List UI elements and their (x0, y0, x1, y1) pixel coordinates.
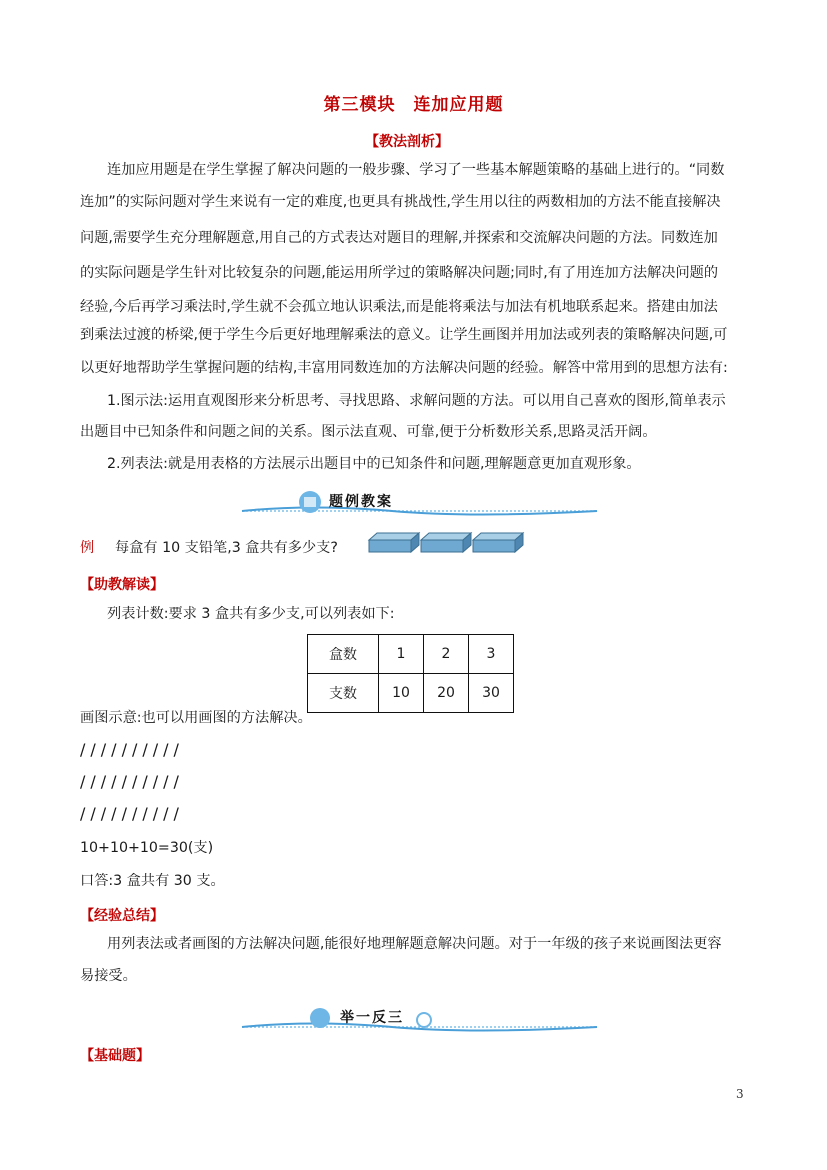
drawing-intro: 画图示意:也可以用画图的方法解决。 (80, 710, 312, 726)
table-cell: 20 (424, 674, 469, 713)
table-cell: 盒数 (308, 635, 379, 674)
slash-row: ////////// (80, 772, 184, 791)
table-cell: 1 (379, 635, 424, 674)
example-banner-label: 题例教案 (329, 494, 393, 510)
practice-banner-label: 举一反三 (340, 1010, 404, 1026)
answer: 口答:3 盒共有 30 支。 (80, 873, 225, 889)
summary-line: 易接受。 (80, 968, 137, 984)
intro-line: 经验,今后再学习乘法时,学生就不会孤立地认识乘法,而是能将乘法与加法有机地联系起来。搭建由加法 (80, 299, 718, 315)
summary-line: 用列表法或者画图的方法解决问题,能很好地理解题意解决问题。对于一年级的孩子来说画图法更容 (107, 936, 722, 952)
example-label: 例 (80, 540, 95, 556)
table-cell: 支数 (308, 674, 379, 713)
practice-banner (232, 1000, 612, 1040)
banner-decoration (232, 1000, 612, 1040)
method-graphic-line: 1.图示法:运用直观图形来分析思考、寻找思路、求解问题的方法。可以用自己喜欢的图形,简单表示 (107, 393, 726, 409)
pencil-box-icon (367, 530, 527, 554)
table-cell: 3 (469, 635, 514, 674)
swirl-icon (417, 1013, 431, 1027)
section-summary-heading: 【经验总结】 (80, 908, 164, 924)
example-question: 每盒有 10 支铅笔,3 盒共有多少支? (115, 540, 338, 556)
intro-line: 到乘法过渡的桥梁,便于学生今后更好地理解乘法的意义。让学生画图并用加法或列表的策略解决问题,可 (80, 327, 728, 343)
table-cell: 30 (469, 674, 514, 713)
slash-row: ////////// (80, 804, 184, 823)
section-assist-heading: 【助教解读】 (80, 577, 164, 593)
intro-line: 问题,需要学生充分理解题意,用自己的方式表达对题目的理解,并探索和交流解决问题的方法。同数连加 (80, 230, 718, 246)
page-number: 3 (736, 1087, 744, 1101)
section-basic-heading: 【基础题】 (80, 1048, 150, 1064)
method-graphic-line: 出题目中已知条件和问题之间的关系。图示法直观、可靠,便于分析数形关系,思路灵活开阔。 (80, 424, 657, 440)
intro-line: 连加应用题是在学生掌握了解决问题的一般步骤、学习了一些基本解题策略的基础上进行的。“同数 (107, 162, 725, 178)
page-title: 第三模块 连加应用题 (323, 95, 504, 115)
table-intro: 列表计数:要求 3 盒共有多少支,可以列表如下: (107, 606, 395, 622)
section-method-heading: 【教法剖析】 (365, 134, 449, 150)
example-banner (232, 484, 612, 524)
pencil-boxes-illustration (367, 530, 527, 554)
figure-icon (310, 1008, 330, 1028)
intro-line: 的实际问题是学生针对比较复杂的问题,能运用所学过的策略解决问题;同时,有了用连加方法解决问题的 (80, 265, 719, 281)
table-row (308, 635, 514, 674)
intro-line: 连加”的实际问题对学生来说有一定的难度,也更具有挑战性,学生用以往的两数相加的方法不能直接解决 (80, 194, 721, 210)
table-row (308, 674, 514, 713)
table-cell: 10 (379, 674, 424, 713)
count-table (307, 634, 514, 713)
banner-decoration (232, 484, 612, 524)
method-table-line: 2.列表法:就是用表格的方法展示出题目中的已知条件和问题,理解题意更加直观形象。 (107, 456, 641, 472)
table-cell: 2 (424, 635, 469, 674)
equation: 10+10+10=30(支) (80, 840, 214, 856)
slash-row: ////////// (80, 740, 184, 759)
intro-line: 以更好地帮助学生掌握问题的结构,丰富用同数连加的方法解决问题的经验。解答中常用到的思想方法有: (80, 360, 728, 376)
